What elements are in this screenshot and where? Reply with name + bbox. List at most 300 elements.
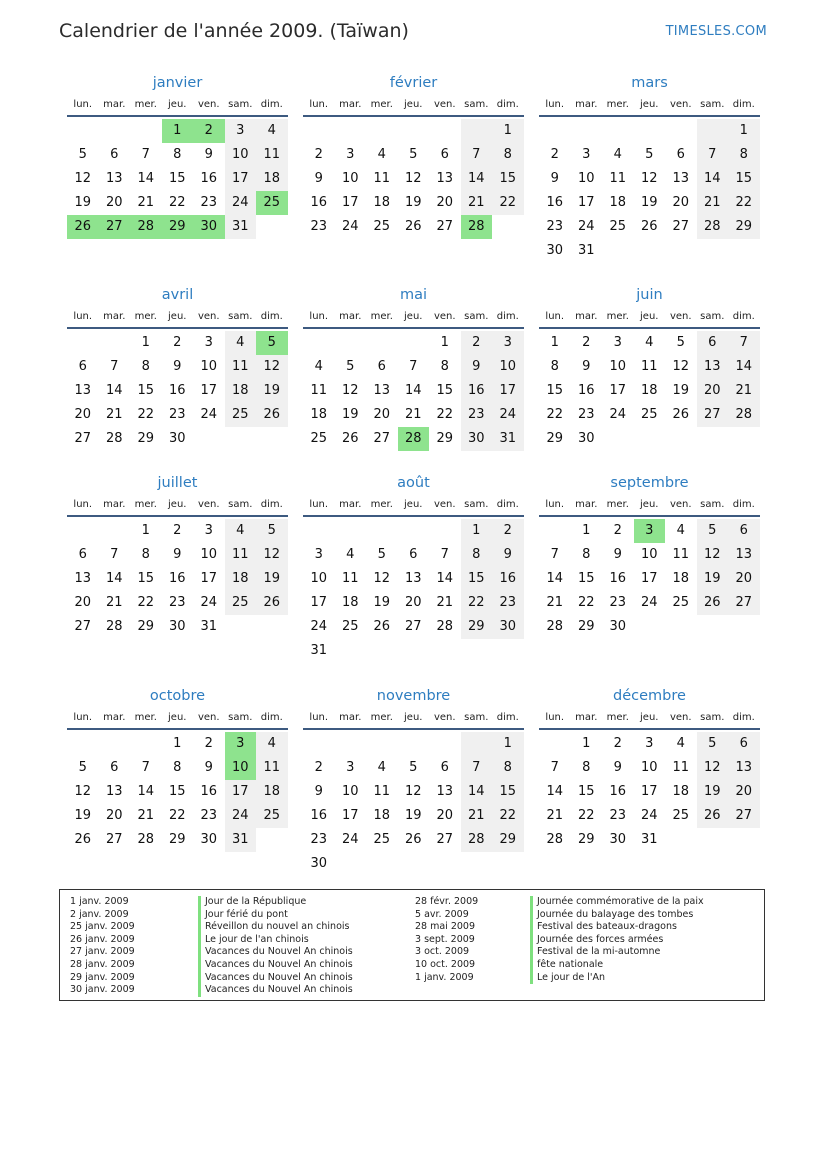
day-cell: 20 bbox=[404, 595, 422, 610]
empty-cell bbox=[461, 639, 493, 663]
legend-entry: 30 janv. 2009 bbox=[70, 984, 135, 996]
day-cell: 4 bbox=[645, 335, 654, 350]
day-cell: 18 bbox=[640, 383, 658, 398]
day-cell: 20 bbox=[672, 195, 690, 210]
empty-cell bbox=[335, 331, 367, 355]
day-cell: 16 bbox=[310, 195, 328, 210]
day-cell: 12 bbox=[373, 571, 391, 586]
weekday-label: mer. bbox=[134, 712, 157, 723]
day-cell: 13 bbox=[672, 171, 690, 186]
month-9 bbox=[539, 473, 760, 639]
weekday-label: ven. bbox=[433, 499, 456, 510]
weekday-label: sam. bbox=[464, 499, 489, 510]
empty-cell bbox=[67, 732, 99, 756]
empty-cell bbox=[571, 119, 603, 143]
day-cell: 4 bbox=[256, 119, 288, 143]
weekday-label: sam. bbox=[700, 499, 725, 510]
day-cell: 16 bbox=[200, 784, 218, 799]
weekday-label: ven. bbox=[197, 99, 220, 110]
day-cell: 7 bbox=[110, 359, 119, 374]
weekday-label: dim. bbox=[496, 499, 519, 510]
day-cell: 28 bbox=[546, 619, 564, 634]
day-cell: 1 bbox=[550, 335, 559, 350]
day-cell: 29 bbox=[162, 215, 194, 239]
day-cell: 9 bbox=[314, 171, 323, 186]
day-cell: 22 bbox=[137, 407, 155, 422]
empty-cell bbox=[99, 732, 131, 756]
weekday-label: mer. bbox=[606, 712, 629, 723]
weekday-label: mer. bbox=[134, 99, 157, 110]
legend-entry: 26 janv. 2009 bbox=[70, 933, 135, 945]
day-cell: 13 bbox=[436, 784, 454, 799]
day-cell: 7 bbox=[440, 547, 449, 562]
day-cell: 22 bbox=[546, 407, 564, 422]
day-cell: 16 bbox=[168, 383, 186, 398]
day-cell: 14 bbox=[728, 355, 760, 379]
day-cell: 28 bbox=[137, 832, 155, 847]
day-cell: 14 bbox=[105, 383, 123, 398]
day-cell: 8 bbox=[550, 359, 559, 374]
month-name: juillet bbox=[157, 475, 198, 491]
day-cell: 9 bbox=[204, 147, 213, 162]
day-cell: 3 bbox=[314, 547, 323, 562]
weekday-label: mar. bbox=[339, 499, 362, 510]
day-cell: 23 bbox=[609, 808, 627, 823]
weekday-header bbox=[303, 310, 524, 329]
weekday-label: sam. bbox=[228, 499, 253, 510]
weekday-label: lun. bbox=[309, 712, 329, 723]
day-grid bbox=[67, 519, 288, 639]
day-cell: 18 bbox=[256, 167, 288, 191]
day-cell: 3 bbox=[346, 147, 355, 162]
day-cell: 25 bbox=[256, 191, 288, 215]
legend-entry: Jour de la République bbox=[198, 896, 353, 909]
day-cell: 30 bbox=[310, 856, 328, 871]
day-cell: 11 bbox=[341, 571, 359, 586]
empty-cell bbox=[697, 427, 729, 451]
day-cell: 23 bbox=[546, 219, 564, 234]
month-5 bbox=[303, 285, 524, 451]
day-cell: 14 bbox=[697, 167, 729, 191]
day-cell: 24 bbox=[341, 219, 359, 234]
empty-cell bbox=[256, 828, 288, 852]
day-cell: 2 bbox=[582, 335, 591, 350]
day-cell: 19 bbox=[404, 808, 422, 823]
day-cell: 23 bbox=[168, 595, 186, 610]
day-cell: 30 bbox=[546, 243, 564, 258]
day-cell: 5 bbox=[697, 519, 729, 543]
day-cell: 9 bbox=[492, 543, 524, 567]
day-cell: 1 bbox=[461, 519, 493, 543]
weekday-label: dim. bbox=[260, 712, 283, 723]
day-cell: 27 bbox=[728, 804, 760, 828]
day-cell: 5 bbox=[377, 547, 386, 562]
day-cell: 24 bbox=[609, 407, 627, 422]
day-cell: 31 bbox=[640, 832, 658, 847]
weekday-header bbox=[67, 498, 288, 517]
empty-cell bbox=[697, 828, 729, 852]
weekday-label: sam. bbox=[228, 99, 253, 110]
day-cell: 8 bbox=[173, 147, 182, 162]
day-grid bbox=[539, 732, 760, 852]
day-cell: 28 bbox=[130, 215, 162, 239]
legend-entry: Journée des forces armées bbox=[530, 934, 704, 947]
empty-cell bbox=[602, 427, 634, 451]
day-cell: 16 bbox=[492, 567, 524, 591]
day-cell: 11 bbox=[256, 756, 288, 780]
weekday-label: jeu. bbox=[168, 712, 187, 723]
empty-cell bbox=[366, 852, 398, 876]
day-cell: 30 bbox=[193, 215, 225, 239]
day-cell: 1 bbox=[582, 736, 591, 751]
day-cell: 24 bbox=[200, 407, 218, 422]
empty-cell bbox=[366, 519, 398, 543]
day-grid bbox=[539, 331, 760, 451]
weekday-label: lun. bbox=[545, 99, 565, 110]
month-name: juin bbox=[636, 287, 663, 303]
legend-entry: 28 janv. 2009 bbox=[70, 958, 135, 970]
weekday-label: dim. bbox=[732, 499, 755, 510]
day-cell: 13 bbox=[728, 756, 760, 780]
weekday-label: sam. bbox=[700, 712, 725, 723]
legend-entry: 2 janv. 2009 bbox=[70, 908, 129, 920]
day-cell: 9 bbox=[314, 784, 323, 799]
day-cell: 27 bbox=[105, 832, 123, 847]
day-cell: 11 bbox=[672, 760, 690, 775]
day-cell: 27 bbox=[373, 431, 391, 446]
day-cell: 27 bbox=[697, 403, 729, 427]
empty-cell bbox=[225, 615, 257, 639]
empty-cell bbox=[697, 119, 729, 143]
weekday-label: dim. bbox=[496, 311, 519, 322]
weekday-label: ven. bbox=[669, 311, 692, 322]
day-cell: 4 bbox=[346, 547, 355, 562]
day-cell: 27 bbox=[74, 431, 92, 446]
day-cell: 21 bbox=[728, 379, 760, 403]
legend-entry: Réveillon du nouvel an chinois bbox=[198, 921, 353, 934]
day-cell: 23 bbox=[609, 595, 627, 610]
day-cell: 3 bbox=[582, 147, 591, 162]
day-cell: 31 bbox=[225, 215, 257, 239]
day-cell: 27 bbox=[99, 215, 131, 239]
empty-cell bbox=[634, 615, 666, 639]
weekday-label: jeu. bbox=[168, 499, 187, 510]
day-cell: 8 bbox=[728, 143, 760, 167]
legend-entry: Journée du balayage des tombes bbox=[530, 909, 704, 922]
day-cell: 25 bbox=[373, 832, 391, 847]
day-cell: 17 bbox=[310, 595, 328, 610]
weekday-label: dim. bbox=[260, 99, 283, 110]
day-cell: 11 bbox=[225, 543, 257, 567]
day-cell: 29 bbox=[137, 431, 155, 446]
day-cell: 27 bbox=[672, 219, 690, 234]
day-cell: 28 bbox=[105, 431, 123, 446]
day-cell: 3 bbox=[613, 335, 622, 350]
empty-cell bbox=[366, 732, 398, 756]
day-cell: 26 bbox=[74, 832, 92, 847]
weekday-label: lun. bbox=[73, 499, 93, 510]
day-cell: 23 bbox=[168, 407, 186, 422]
empty-cell bbox=[303, 331, 335, 355]
day-cell: 13 bbox=[697, 355, 729, 379]
day-cell: 22 bbox=[168, 808, 186, 823]
weekday-label: ven. bbox=[669, 99, 692, 110]
day-cell: 6 bbox=[728, 732, 760, 756]
weekday-label: mar. bbox=[103, 99, 126, 110]
site-link[interactable]: TIMESLES.COM bbox=[665, 24, 767, 39]
weekday-label: sam. bbox=[464, 712, 489, 723]
day-cell: 18 bbox=[256, 780, 288, 804]
day-grid bbox=[67, 119, 288, 239]
day-cell: 3 bbox=[204, 335, 213, 350]
empty-cell bbox=[602, 239, 634, 263]
day-cell: 31 bbox=[200, 619, 218, 634]
day-cell: 25 bbox=[672, 595, 690, 610]
legend-entry: 3 sept. 2009 bbox=[415, 933, 475, 945]
empty-cell bbox=[398, 119, 430, 143]
day-cell: 21 bbox=[404, 407, 422, 422]
day-cell: 23 bbox=[310, 219, 328, 234]
weekday-header bbox=[303, 498, 524, 517]
day-cell: 7 bbox=[409, 359, 418, 374]
empty-cell bbox=[398, 732, 430, 756]
weekday-label: ven. bbox=[669, 712, 692, 723]
day-cell: 18 bbox=[373, 195, 391, 210]
empty-cell bbox=[303, 732, 335, 756]
day-grid bbox=[303, 519, 524, 663]
day-cell: 27 bbox=[436, 832, 454, 847]
day-cell: 18 bbox=[225, 379, 257, 403]
day-cell: 15 bbox=[461, 567, 493, 591]
day-cell: 2 bbox=[193, 119, 225, 143]
month-2 bbox=[303, 73, 524, 239]
weekday-label: sam. bbox=[700, 311, 725, 322]
day-cell: 17 bbox=[492, 379, 524, 403]
day-cell: 1 bbox=[173, 736, 182, 751]
day-cell: 5 bbox=[409, 760, 418, 775]
day-cell: 6 bbox=[409, 547, 418, 562]
legend-entry: Festival de la mi-automne bbox=[530, 946, 704, 959]
day-cell: 1 bbox=[141, 335, 150, 350]
day-cell: 11 bbox=[609, 171, 627, 186]
weekday-header bbox=[539, 498, 760, 517]
day-cell: 30 bbox=[461, 427, 493, 451]
day-cell: 19 bbox=[74, 195, 92, 210]
day-cell: 18 bbox=[373, 808, 391, 823]
empty-cell bbox=[398, 852, 430, 876]
day-cell: 4 bbox=[377, 147, 386, 162]
day-cell: 2 bbox=[461, 331, 493, 355]
day-cell: 11 bbox=[672, 547, 690, 562]
day-cell: 16 bbox=[609, 784, 627, 799]
day-cell: 24 bbox=[310, 619, 328, 634]
day-cell: 12 bbox=[74, 171, 92, 186]
holiday-legend bbox=[59, 889, 765, 1001]
day-cell: 17 bbox=[200, 383, 218, 398]
legend-left-names bbox=[198, 896, 353, 997]
weekday-label: ven. bbox=[669, 499, 692, 510]
month-10 bbox=[67, 686, 288, 852]
day-cell: 30 bbox=[577, 431, 595, 446]
empty-cell bbox=[492, 639, 524, 663]
legend-entry: Journée commémorative de la paix bbox=[530, 896, 704, 909]
empty-cell bbox=[728, 427, 760, 451]
day-cell: 25 bbox=[225, 591, 257, 615]
weekday-label: dim. bbox=[496, 712, 519, 723]
weekday-label: dim. bbox=[260, 311, 283, 322]
day-cell: 18 bbox=[341, 595, 359, 610]
day-cell: 2 bbox=[314, 760, 323, 775]
day-cell: 22 bbox=[137, 595, 155, 610]
day-cell: 4 bbox=[225, 331, 257, 355]
day-cell: 14 bbox=[137, 171, 155, 186]
weekday-label: mar. bbox=[575, 99, 598, 110]
day-cell: 17 bbox=[225, 167, 257, 191]
day-cell: 26 bbox=[404, 219, 422, 234]
empty-cell bbox=[130, 732, 162, 756]
day-cell: 4 bbox=[613, 147, 622, 162]
day-cell: 12 bbox=[404, 171, 422, 186]
weekday-label: sam. bbox=[464, 99, 489, 110]
day-cell: 9 bbox=[173, 547, 182, 562]
day-cell: 4 bbox=[256, 732, 288, 756]
empty-cell bbox=[335, 119, 367, 143]
day-cell: 14 bbox=[461, 167, 493, 191]
day-cell: 28 bbox=[398, 427, 430, 451]
day-cell: 12 bbox=[697, 543, 729, 567]
day-cell: 1 bbox=[728, 119, 760, 143]
month-name: septembre bbox=[610, 475, 689, 491]
day-cell: 26 bbox=[67, 215, 99, 239]
day-cell: 2 bbox=[613, 523, 622, 538]
day-cell: 29 bbox=[728, 215, 760, 239]
day-cell: 4 bbox=[676, 523, 685, 538]
day-cell: 18 bbox=[672, 784, 690, 799]
day-cell: 7 bbox=[697, 143, 729, 167]
day-cell: 15 bbox=[546, 383, 564, 398]
day-cell: 19 bbox=[672, 383, 690, 398]
day-cell: 7 bbox=[550, 547, 559, 562]
empty-cell bbox=[634, 239, 666, 263]
empty-cell bbox=[303, 119, 335, 143]
day-cell: 10 bbox=[640, 547, 658, 562]
day-cell: 13 bbox=[436, 171, 454, 186]
weekday-label: mar. bbox=[103, 499, 126, 510]
day-cell: 13 bbox=[105, 171, 123, 186]
weekday-label: lun. bbox=[309, 99, 329, 110]
day-cell: 27 bbox=[728, 591, 760, 615]
weekday-label: jeu. bbox=[404, 99, 423, 110]
legend-entry: 27 janv. 2009 bbox=[70, 946, 135, 958]
day-cell: 23 bbox=[492, 591, 524, 615]
day-cell: 14 bbox=[546, 784, 564, 799]
day-cell: 14 bbox=[105, 571, 123, 586]
day-cell: 25 bbox=[341, 619, 359, 634]
legend-entry: Festival des bateaux-dragons bbox=[530, 921, 704, 934]
day-cell: 8 bbox=[461, 543, 493, 567]
weekday-label: jeu. bbox=[404, 499, 423, 510]
day-cell: 21 bbox=[436, 595, 454, 610]
day-cell: 7 bbox=[461, 756, 493, 780]
day-cell: 6 bbox=[110, 147, 119, 162]
day-cell: 24 bbox=[492, 403, 524, 427]
weekday-label: mer. bbox=[606, 311, 629, 322]
weekday-label: mer. bbox=[134, 499, 157, 510]
weekday-label: ven. bbox=[433, 712, 456, 723]
day-cell: 15 bbox=[577, 571, 595, 586]
empty-cell bbox=[256, 215, 288, 239]
day-cell: 6 bbox=[697, 331, 729, 355]
day-cell: 10 bbox=[577, 171, 595, 186]
day-cell: 26 bbox=[256, 591, 288, 615]
weekday-label: mer. bbox=[370, 712, 393, 723]
weekday-label: mer. bbox=[134, 311, 157, 322]
day-cell: 10 bbox=[640, 760, 658, 775]
legend-left-dates bbox=[70, 896, 135, 997]
weekday-label: jeu. bbox=[168, 311, 187, 322]
day-cell: 22 bbox=[728, 191, 760, 215]
day-cell: 20 bbox=[728, 780, 760, 804]
empty-cell bbox=[256, 427, 288, 451]
day-cell: 9 bbox=[582, 359, 591, 374]
day-cell: 15 bbox=[137, 383, 155, 398]
month-name: mai bbox=[399, 287, 428, 303]
month-name: octobre bbox=[149, 688, 206, 704]
day-cell: 2 bbox=[173, 335, 182, 350]
day-cell: 12 bbox=[256, 543, 288, 567]
day-cell: 18 bbox=[310, 407, 328, 422]
empty-cell bbox=[398, 519, 430, 543]
day-cell: 20 bbox=[697, 379, 729, 403]
day-cell: 16 bbox=[577, 383, 595, 398]
day-cell: 19 bbox=[341, 407, 359, 422]
weekday-label: mar. bbox=[339, 712, 362, 723]
weekday-label: sam. bbox=[228, 712, 253, 723]
day-cell: 27 bbox=[404, 619, 422, 634]
day-cell: 6 bbox=[728, 519, 760, 543]
day-cell: 8 bbox=[141, 359, 150, 374]
empty-cell bbox=[697, 239, 729, 263]
day-cell: 13 bbox=[373, 383, 391, 398]
day-cell: 6 bbox=[676, 147, 685, 162]
month-name: août bbox=[397, 475, 430, 491]
day-cell: 22 bbox=[461, 591, 493, 615]
weekday-label: dim. bbox=[732, 712, 755, 723]
day-cell: 16 bbox=[168, 571, 186, 586]
day-cell: 16 bbox=[461, 379, 493, 403]
weekday-label: jeu. bbox=[640, 499, 659, 510]
day-cell: 7 bbox=[141, 760, 150, 775]
day-grid bbox=[67, 732, 288, 852]
month-name: février bbox=[389, 75, 438, 91]
day-cell: 20 bbox=[436, 195, 454, 210]
empty-cell bbox=[398, 639, 430, 663]
day-cell: 18 bbox=[609, 195, 627, 210]
weekday-label: lun. bbox=[545, 712, 565, 723]
empty-cell bbox=[335, 852, 367, 876]
weekday-label: mer. bbox=[370, 99, 393, 110]
month-12 bbox=[539, 686, 760, 852]
page-title: Calendrier de l'année 2009. (Taïwan) bbox=[59, 20, 409, 42]
weekday-label: sam. bbox=[464, 311, 489, 322]
day-cell: 3 bbox=[634, 519, 666, 543]
day-cell: 20 bbox=[105, 808, 123, 823]
weekday-label: sam. bbox=[228, 311, 253, 322]
day-cell: 29 bbox=[492, 828, 524, 852]
day-grid bbox=[303, 119, 524, 239]
day-cell: 26 bbox=[404, 832, 422, 847]
day-cell: 25 bbox=[256, 804, 288, 828]
